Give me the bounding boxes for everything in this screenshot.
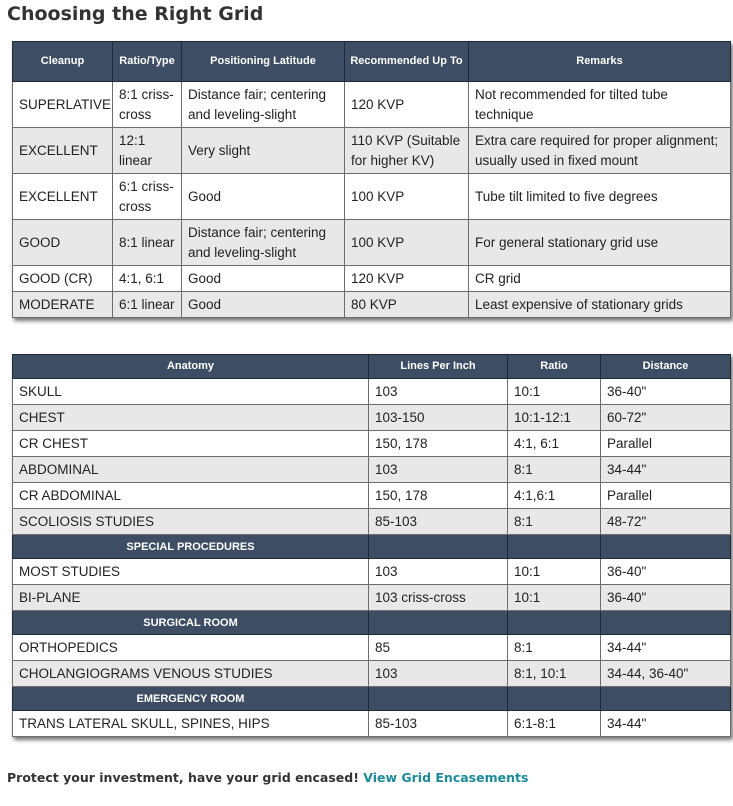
table-cell: 36-40" <box>601 559 731 585</box>
table-cell: 103 <box>369 379 508 405</box>
table-row <box>13 266 731 292</box>
table-cell: CR grid <box>469 266 731 292</box>
table-cell: 10:1 <box>508 585 601 611</box>
anatomy-grid-table <box>12 354 731 737</box>
table-cell: 4:1, 6:1 <box>113 266 182 292</box>
footer-note <box>7 770 528 785</box>
table-cell: EXCELLENT <box>13 174 113 220</box>
table-cell: 85 <box>369 635 508 661</box>
table-cell: CR ABDOMINAL <box>13 483 369 509</box>
table-cell: SUPERLATIVE <box>13 82 113 128</box>
table-cell: 10:1 <box>508 559 601 585</box>
table-cell: 48-72" <box>601 509 731 535</box>
table-cell: 80 KVP <box>345 292 469 318</box>
table-row <box>13 431 731 457</box>
table-cell: 34-44" <box>601 457 731 483</box>
table-cell: 85-103 <box>369 509 508 535</box>
table-row <box>13 379 731 405</box>
table-cell: 110 KVP (Suitable for higher KV) <box>345 128 469 174</box>
table-cell: 120 KVP <box>345 82 469 128</box>
table-cell: Not recommended for tilted tube technique <box>469 82 731 128</box>
table-cell: Extra care required for proper alignment; usually used in fixed mount <box>469 128 731 174</box>
column-header: Ratio/Type <box>113 42 182 82</box>
table-cell: Distance fair; centering and leveling-slight <box>182 220 345 266</box>
section-header-blank-cell <box>601 611 731 635</box>
table-cell: 4:1, 6:1 <box>508 431 601 457</box>
table-row <box>13 585 731 611</box>
table-row <box>13 405 731 431</box>
table-row <box>13 292 731 318</box>
table-cell: 100 KVP <box>345 220 469 266</box>
table-cell: Parallel <box>601 483 731 509</box>
table-cell: 36-40" <box>601 379 731 405</box>
table-cell: 10:1-12:1 <box>508 405 601 431</box>
table-cell: 103-150 <box>369 405 508 431</box>
table-row <box>13 661 731 687</box>
table-cell: EXCELLENT <box>13 128 113 174</box>
table-cell: ABDOMINAL <box>13 457 369 483</box>
table-cell: For general stationary grid use <box>469 220 731 266</box>
table-cell: 36-40" <box>601 585 731 611</box>
table-cell: 34-44" <box>601 711 731 737</box>
table-cell: 8:1 linear <box>113 220 182 266</box>
table-cell: 10:1 <box>508 379 601 405</box>
table-row <box>13 174 731 220</box>
table-cell: 85-103 <box>369 711 508 737</box>
section-header-blank-cell <box>369 535 508 559</box>
table-cell: Good <box>182 292 345 318</box>
table-row <box>13 509 731 535</box>
table-cell: 34-44" <box>601 635 731 661</box>
table-cell: MOST STUDIES <box>13 559 369 585</box>
table-cell: 8:1 <box>508 635 601 661</box>
table-cell: Distance fair; centering and leveling-slight <box>182 82 345 128</box>
column-header: Remarks <box>469 42 731 82</box>
table-cell: 103 <box>369 457 508 483</box>
table-row <box>13 483 731 509</box>
section-header-row <box>13 611 731 635</box>
table-cell: SCOLIOSIS STUDIES <box>13 509 369 535</box>
table-row <box>13 457 731 483</box>
table-cell: ORTHOPEDICS <box>13 635 369 661</box>
page-title: Choosing the Right Grid <box>7 3 264 25</box>
section-header-blank-cell <box>369 611 508 635</box>
column-header: Anatomy <box>13 355 369 379</box>
table-cell: Good <box>182 174 345 220</box>
column-header: Lines Per Inch <box>369 355 508 379</box>
table-cell: 103 criss-cross <box>369 585 508 611</box>
section-header: SURGICAL ROOM <box>13 611 369 635</box>
table-cell: CHEST <box>13 405 369 431</box>
table-row <box>13 711 731 737</box>
table-row <box>13 635 731 661</box>
section-header-row <box>13 687 731 711</box>
view-grid-encasements-link[interactable]: View Grid Encasements <box>363 770 529 785</box>
column-header: Cleanup <box>13 42 113 82</box>
table-cell: 8:1 <box>508 457 601 483</box>
table-cell: 6:1 criss-cross <box>113 174 182 220</box>
column-header: Recommended Up To <box>345 42 469 82</box>
grid-cleanup-table <box>12 41 731 318</box>
table-cell: 8:1, 10:1 <box>508 661 601 687</box>
table-cell: 8:1 criss-cross <box>113 82 182 128</box>
table-row <box>13 82 731 128</box>
table-cell: 34-44, 36-40" <box>601 661 731 687</box>
table-header-row <box>13 42 731 82</box>
table-cell: 6:1 linear <box>113 292 182 318</box>
section-header: SPECIAL PROCEDURES <box>13 535 369 559</box>
table-header-row <box>13 355 731 379</box>
table-cell: 150, 178 <box>369 431 508 457</box>
table-cell: Good <box>182 266 345 292</box>
table-cell: 60-72" <box>601 405 731 431</box>
table-row <box>13 559 731 585</box>
section-header-row <box>13 535 731 559</box>
section-header-blank-cell <box>508 687 601 711</box>
table-cell: CR CHEST <box>13 431 369 457</box>
column-header: Distance <box>601 355 731 379</box>
table-cell: 4:1,6:1 <box>508 483 601 509</box>
table-cell: Parallel <box>601 431 731 457</box>
section-header-blank-cell <box>601 535 731 559</box>
footer-text: Protect your investment, have your grid encased! <box>7 770 364 785</box>
table-cell: Tube tilt limited to five degrees <box>469 174 731 220</box>
table-cell: 103 <box>369 661 508 687</box>
table-cell: 6:1-8:1 <box>508 711 601 737</box>
table-cell: 120 KVP <box>345 266 469 292</box>
table-cell: 103 <box>369 559 508 585</box>
column-header: Ratio <box>508 355 601 379</box>
section-header: EMERGENCY ROOM <box>13 687 369 711</box>
table-cell: BI-PLANE <box>13 585 369 611</box>
table-cell: 8:1 <box>508 509 601 535</box>
section-header-blank-cell <box>508 535 601 559</box>
table-cell: GOOD <box>13 220 113 266</box>
section-header-blank-cell <box>601 687 731 711</box>
table-cell: Very slight <box>182 128 345 174</box>
table-cell: 150, 178 <box>369 483 508 509</box>
table-cell: CHOLANGIOGRAMS VENOUS STUDIES <box>13 661 369 687</box>
table-cell: SKULL <box>13 379 369 405</box>
section-header-blank-cell <box>369 687 508 711</box>
section-header-blank-cell <box>508 611 601 635</box>
table-cell: Least expensive of stationary grids <box>469 292 731 318</box>
column-header: Positioning Latitude <box>182 42 345 82</box>
table-row <box>13 220 731 266</box>
table-row <box>13 128 731 174</box>
table-cell: TRANS LATERAL SKULL, SPINES, HIPS <box>13 711 369 737</box>
table-cell: 100 KVP <box>345 174 469 220</box>
table-cell: GOOD (CR) <box>13 266 113 292</box>
table-cell: MODERATE <box>13 292 113 318</box>
table-cell: 12:1 linear <box>113 128 182 174</box>
